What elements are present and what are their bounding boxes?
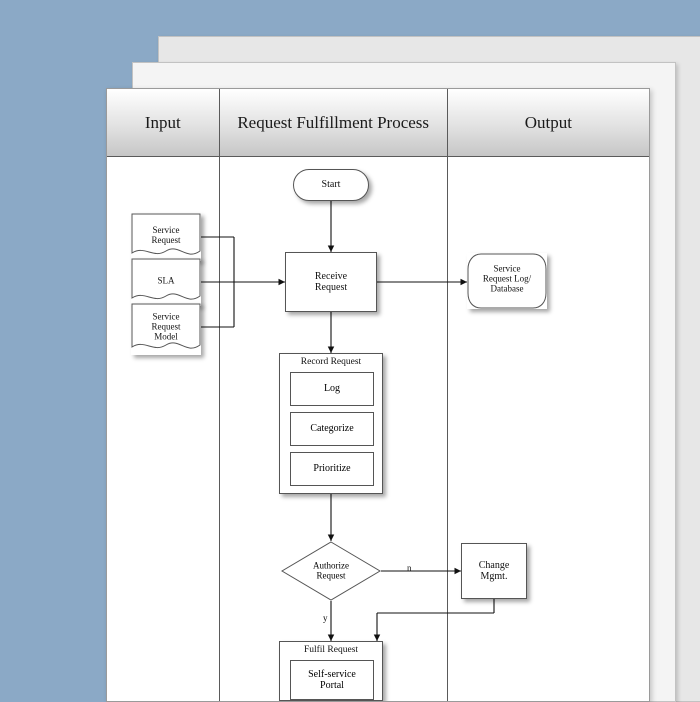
swimlane-header [107, 89, 649, 157]
node-categorize[interactable]: Categorize [290, 412, 374, 446]
node-prioritize[interactable]: Prioritize [290, 452, 374, 486]
node-service-request-model[interactable] [131, 303, 201, 355]
node-start[interactable]: Start [293, 169, 369, 201]
lane-divider-input-process [219, 157, 220, 701]
node-sla-label: SLA [157, 275, 175, 286]
lane-header-input: Input [107, 89, 220, 157]
node-sla[interactable] [131, 258, 201, 306]
node-change-mgmt-label: Change Mgmt. [478, 559, 510, 582]
node-receive-request[interactable] [285, 252, 377, 312]
group-record-request[interactable] [279, 353, 383, 494]
node-service-request-log-database-label: Service Request Log/ Database [482, 263, 532, 294]
node-log[interactable]: Log [290, 372, 374, 406]
flowchart-sheet [106, 88, 650, 702]
node-service-request-model-label: Service Request Model [151, 311, 181, 342]
group-fulfil-request-title: Fulfil Request [303, 645, 359, 655]
lane-header-process: Request Fulfillment Process [220, 89, 448, 157]
node-receive-request-label: Receive Request [314, 270, 348, 293]
node-authorize-request-label: Authorize Request [313, 560, 349, 581]
node-service-request[interactable] [131, 213, 201, 261]
node-authorize-request[interactable] [281, 541, 381, 601]
node-service-request-label: Service Request [151, 225, 181, 246]
node-change-mgmt[interactable] [461, 543, 527, 599]
node-self-service-portal-label: Self-service Portal [308, 668, 356, 691]
node-service-request-log-database[interactable] [467, 253, 547, 309]
group-fulfil-request[interactable] [279, 641, 383, 701]
lane-divider-process-output [447, 157, 448, 701]
lane-header-output: Output [448, 89, 649, 157]
edge-label-authorize-yes: y [323, 613, 328, 623]
group-record-request-title: Record Request [300, 357, 362, 367]
node-self-service-portal[interactable] [290, 660, 374, 700]
edge-label-authorize-no: n [407, 563, 412, 573]
